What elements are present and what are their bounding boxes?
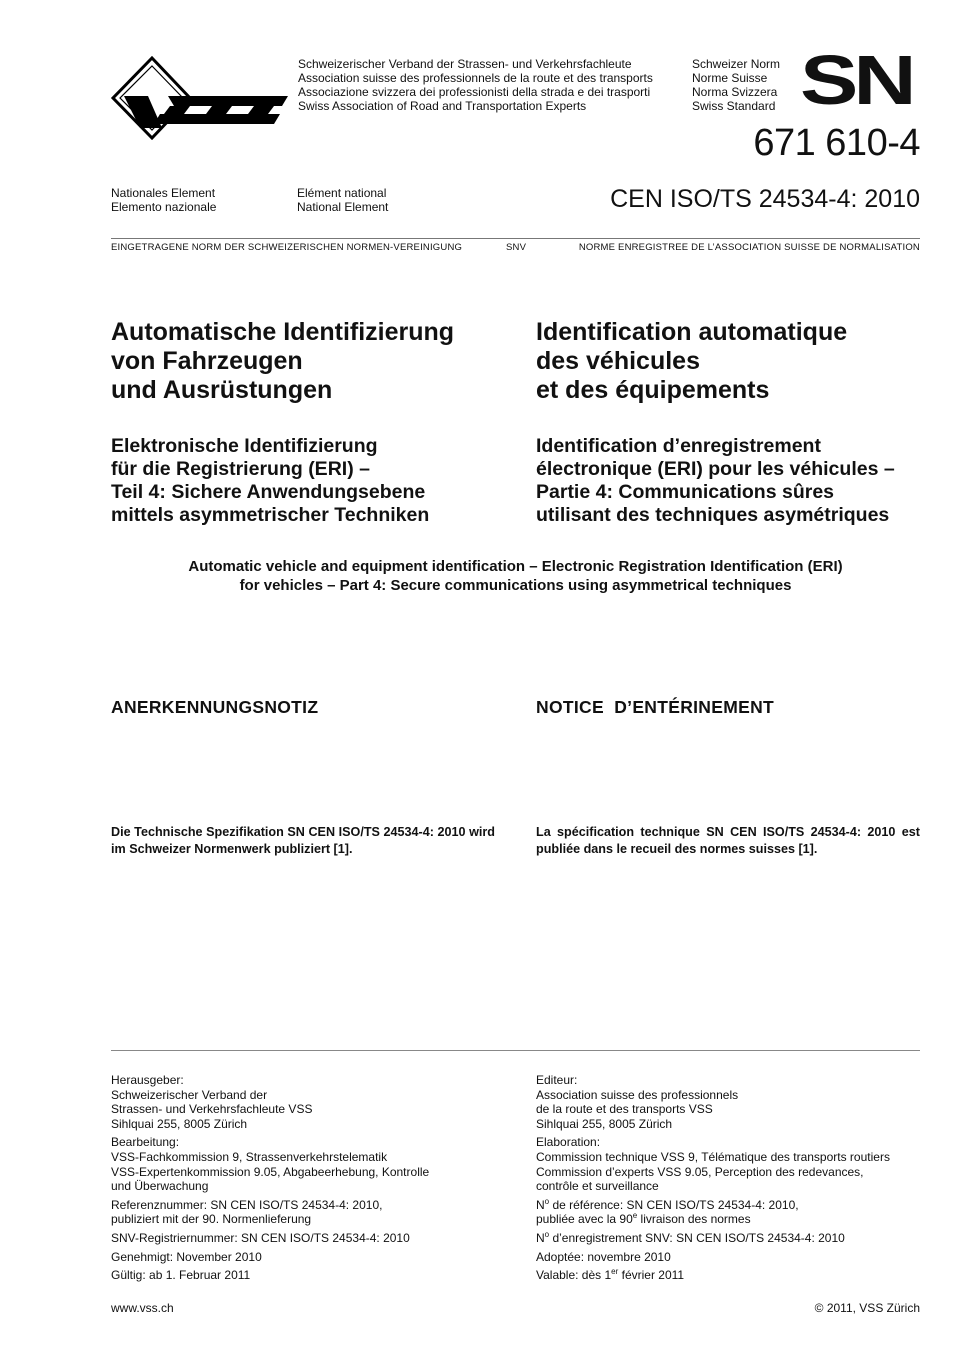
valid-fr-sup: er [611, 1267, 619, 1277]
subtitle-de-line: Elektronische Identifizierung [111, 435, 378, 457]
notice-heading-fr: NOTICE D’ENTÉRINEMENT [536, 697, 774, 717]
subtitle-fr-line: Partie 4: Communications sûres [536, 481, 835, 503]
title-en-line: for vehicles – Part 4: Secure communications using asymmetrical techniques [239, 576, 792, 594]
copyright: © 2011, VSS Zürich [814, 1301, 920, 1315]
publisher-de-line: Sihlquai 255, 8005 Zürich [111, 1116, 248, 1131]
association-line-en: Swiss Association of Road and Transportation Experts [298, 99, 587, 113]
subtitle-fr [536, 435, 895, 527]
registry-text-mid: SNV [506, 242, 527, 253]
element-label-de: Nationales Element [111, 186, 216, 200]
title-de-line: von Fahrzeugen [111, 347, 303, 375]
reference-fr-rest: de référence: SN CEN ISO/TS 24534-4: 2010, [549, 1197, 799, 1212]
registry-text-right: NORME ENREGISTREE DE L’ASSOCIATION SUISSE DE NORMALISATION [578, 242, 920, 253]
snv-de: SNV-Registriernummer: SN CEN ISO/TS 24534-4: 2010 [111, 1230, 410, 1245]
notice-text-de: Die Technische Spezifikation SN CEN ISO/TS 24534-4: 2010 wird im Schweizer Normenwerk publiziert [1]. [111, 825, 495, 856]
footer-rule [111, 1050, 920, 1051]
snv-fr-rest: d’enregistrement SNV: SN CEN ISO/TS 24534-4: 2010 [549, 1230, 845, 1245]
registry-text-left: EINGETRAGENE NORM DER SCHWEIZERISCHEN NORMEN-VEREINIGUNG [111, 242, 463, 253]
vss-logo [110, 56, 292, 140]
element-label-right [297, 186, 388, 214]
reference-fr-rest: livraison des normes [637, 1212, 751, 1227]
title-de [111, 318, 454, 405]
publisher-de [111, 1073, 511, 1131]
valid-fr [536, 1268, 926, 1283]
processing-de-line: Bearbeitung: [111, 1135, 180, 1150]
reference-fr-line [536, 1212, 926, 1227]
website-link[interactable]: www.vss.ch [111, 1301, 174, 1315]
standard-type-de: Schweizer Norm [692, 57, 781, 71]
processing-fr-line: Commission d’experts VSS 9.05, Perception des redevances, [536, 1164, 864, 1179]
valid-fr-prefix: Valable: dès 1 [536, 1268, 612, 1283]
subtitle-fr-line: Identification d’enregistrement [536, 435, 821, 457]
cen-reference: CEN ISO/TS 24534-4: 2010 [610, 185, 920, 213]
publisher-de-line: Schweizerischer Verband der [111, 1087, 268, 1102]
standard-type-it: Norma Svizzera [692, 85, 778, 99]
publisher-fr-line: Association suisse des professionnels [536, 1087, 739, 1102]
reference-fr-prefix: N [536, 1197, 545, 1212]
element-label-left [111, 186, 216, 214]
association-names [298, 57, 653, 113]
publisher-fr-line: de la route et des transports VSS [536, 1102, 713, 1117]
subtitle-de-line: Teil 4: Sichere Anwendungsebene [111, 481, 426, 503]
processing-de-line: und Überwachung [111, 1179, 209, 1194]
publisher-de-line: Herausgeber: [111, 1073, 184, 1087]
standard-number: 671 610-4 [753, 122, 920, 164]
snv-fr-prefix: N [536, 1230, 545, 1245]
imprint-fr [536, 1073, 926, 1287]
title-en [111, 558, 920, 595]
notice-heading-de: ANERKENNUNGSNOTIZ [111, 697, 319, 717]
processing-fr-line: Commission technique VSS 9, Télématique des transports routiers [536, 1149, 890, 1164]
valid-de: Gültig: ab 1. Februar 2011 [111, 1268, 251, 1283]
association-line-it: Associazione svizzera dei professionisti della strada e dei trasporti [298, 85, 651, 99]
title-fr-line: et des équipements [536, 376, 770, 404]
reference-de-line: Referenznummer: SN CEN ISO/TS 24534-4: 2010, [111, 1197, 383, 1212]
standard-type-fr: Norme Suisse [692, 71, 768, 85]
element-label-fr: Elément national [297, 186, 387, 200]
title-de-line: und Ausrüstungen [111, 376, 333, 404]
subtitle-fr-line: électronique (ERI) pour les véhicules – [536, 458, 895, 480]
title-fr [536, 318, 847, 405]
reference-de [111, 1198, 511, 1227]
standard-type-en: Swiss Standard [692, 99, 776, 113]
sn-logo: SN [800, 41, 912, 119]
association-line-fr: Association suisse des professionnels de la route et des transports [298, 71, 653, 85]
standard-type [692, 57, 780, 113]
registry-rule [111, 238, 920, 239]
imprint-de [111, 1073, 511, 1287]
approved-fr: Adoptée: novembre 2010 [536, 1249, 671, 1264]
title-en-line: Automatic vehicle and equipment identification – Electronic Registration Identification (ERI) [188, 558, 843, 575]
subtitle-de-line: mittels asymmetrischer Techniken [111, 504, 430, 526]
element-label-it: Elemento nazionale [111, 200, 217, 214]
snv-fr-sup: o [544, 1229, 550, 1239]
reference-de-line: publiziert mit der 90. Normenlieferung [111, 1212, 312, 1227]
subtitle-de [111, 435, 429, 527]
processing-fr-line: Elaboration: [536, 1135, 601, 1150]
processing-fr-line: contrôle et surveillance [536, 1179, 659, 1194]
title-de-line: Automatische Identifizierung [111, 318, 455, 346]
reference-fr-sup: e [632, 1211, 638, 1221]
publisher-fr-line: Editeur: [536, 1073, 578, 1087]
title-fr-line: des véhicules [536, 347, 700, 375]
reference-fr-sup: o [544, 1196, 550, 1206]
element-label-en: National Element [297, 200, 389, 214]
processing-de-line: VSS-Expertenkommission 9.05, Abgabeerhebung, Kontrolle [111, 1164, 430, 1179]
subtitle-fr-line: utilisant des techniques asymétriques [536, 504, 890, 526]
valid-fr-rest: février 2011 [618, 1268, 685, 1283]
publisher-fr-line: Sihlquai 255, 8005 Zürich [536, 1116, 673, 1131]
vss-logo-letters [124, 96, 288, 128]
processing-fr [536, 1135, 926, 1193]
reference-fr-prefix: publiée avec la 90 [536, 1212, 633, 1227]
snv-fr [536, 1231, 926, 1246]
publisher-de-line: Strassen- und Verkehrsfachleute VSS [111, 1102, 313, 1117]
processing-de-line: VSS-Fachkommission 9, Strassenverkehrstelematik [111, 1149, 388, 1164]
title-fr-line: Identification automatique [536, 318, 848, 346]
reference-fr [536, 1198, 926, 1227]
publisher-fr [536, 1073, 926, 1131]
notice-text-fr: La spécification technique SN CEN ISO/TS 24534-4: 2010 est publiée dans le recueil des normes suisses [1]. [536, 825, 920, 856]
reference-fr-line [536, 1198, 926, 1213]
subtitle-de-line: für die Registrierung (ERI) – [111, 458, 370, 480]
association-line-de: Schweizerischer Verband der Strassen- und Verkehrsfachleute [298, 57, 632, 71]
processing-de [111, 1135, 511, 1193]
approved-de: Genehmigt: November 2010 [111, 1249, 262, 1264]
